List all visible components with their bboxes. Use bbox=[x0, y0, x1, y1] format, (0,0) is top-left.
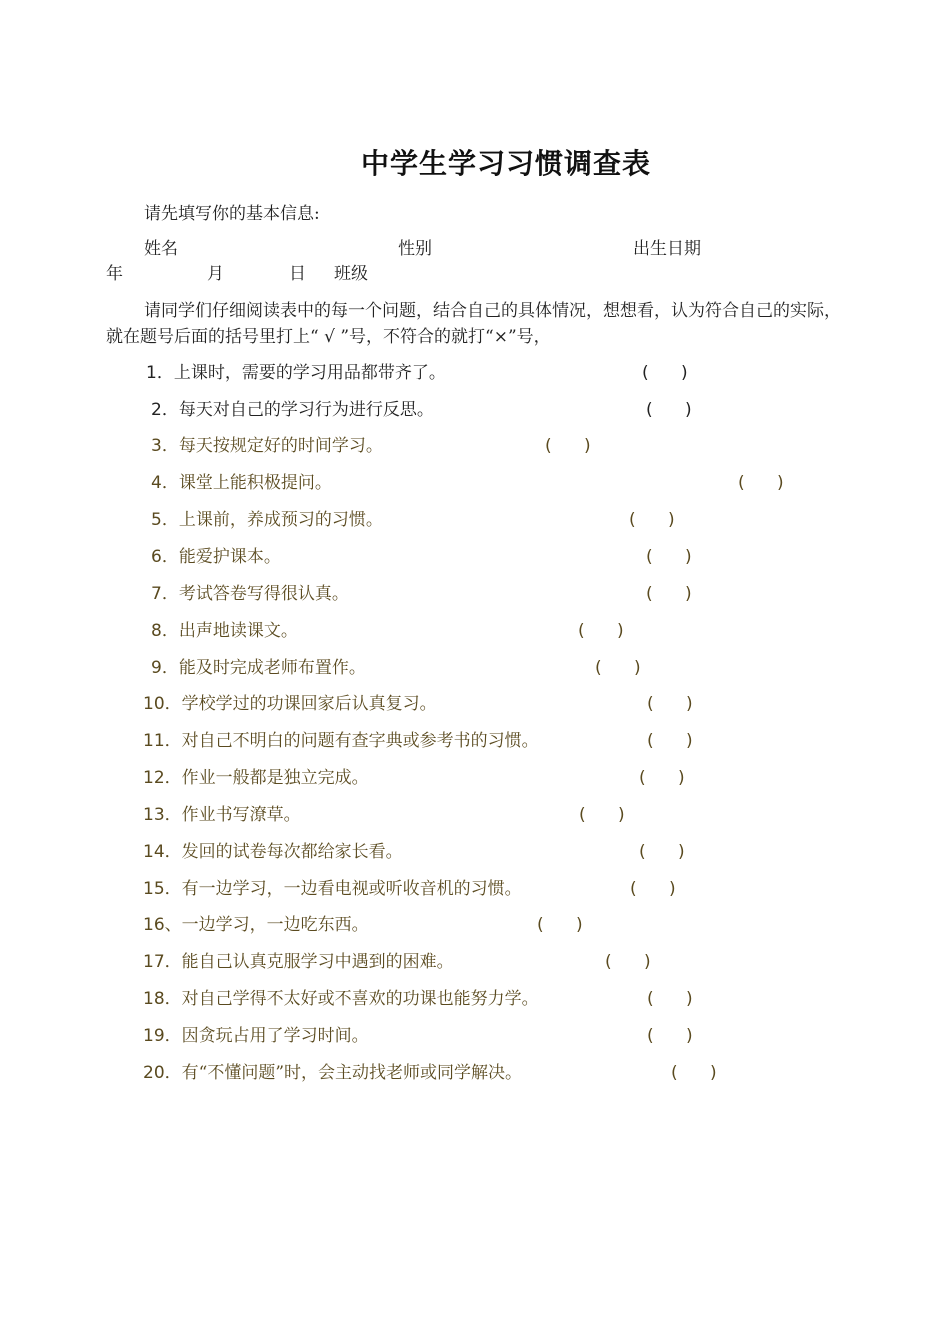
question-text: 作业书写潦草。 bbox=[181, 805, 301, 825]
question-number: 6． bbox=[151, 547, 179, 567]
question-item bbox=[151, 582, 349, 606]
question-item bbox=[143, 877, 522, 901]
answer-parentheses[interactable]: ( ) bbox=[646, 584, 692, 604]
day-label: 日 bbox=[289, 264, 306, 284]
birth-date-label: 出生日期 bbox=[633, 239, 701, 259]
answer-parentheses[interactable]: ( ) bbox=[545, 436, 591, 456]
answer-parentheses[interactable]: ( ) bbox=[579, 805, 625, 825]
question-text: 上课时，需要的学习用品都带齐了。 bbox=[173, 363, 446, 383]
question-number: 19． bbox=[143, 1026, 182, 1046]
question-number: 3． bbox=[151, 436, 179, 456]
question-number: 20． bbox=[143, 1063, 182, 1083]
question-text: 发回的试卷每次都给家长看。 bbox=[181, 842, 403, 862]
answer-parentheses[interactable]: ( ) bbox=[646, 400, 692, 420]
question-number: 2． bbox=[151, 400, 179, 420]
question-text: 每天对自己的学习行为进行反思。 bbox=[178, 400, 434, 420]
question-text: 有“不懂问题”时，会主动找老师或同学解决。 bbox=[181, 1063, 523, 1083]
answer-parentheses[interactable]: ( ) bbox=[647, 989, 693, 1009]
question-number: 8． bbox=[151, 621, 179, 641]
question-text: 一边学习，一边吃东西。 bbox=[181, 915, 369, 935]
question-item bbox=[143, 987, 539, 1011]
question-item bbox=[143, 803, 301, 827]
question-number: 5． bbox=[151, 510, 179, 530]
question-number: 13． bbox=[143, 805, 182, 825]
answer-parentheses[interactable]: ( ) bbox=[738, 473, 784, 493]
question-item bbox=[143, 766, 369, 790]
question-text: 能及时完成老师布置作。 bbox=[178, 658, 366, 678]
question-item bbox=[143, 692, 437, 716]
answer-parentheses[interactable]: ( ) bbox=[629, 510, 675, 530]
question-text: 每天按规定好的时间学习。 bbox=[178, 436, 383, 456]
question-number: 7． bbox=[151, 584, 179, 604]
month-label: 月 bbox=[207, 264, 224, 284]
question-text: 对自己不明白的问题有查字典或参考书的习惯。 bbox=[181, 731, 539, 751]
answer-parentheses[interactable]: ( ) bbox=[671, 1063, 717, 1083]
question-text: 考试答卷写得很认真。 bbox=[178, 584, 349, 604]
question-number: 11． bbox=[143, 731, 182, 751]
intro-text: 请先填写你的基本信息: bbox=[144, 204, 320, 224]
question-item bbox=[151, 656, 366, 680]
question-text: 出声地读课文。 bbox=[178, 621, 298, 641]
question-number: 10． bbox=[143, 694, 182, 714]
question-item bbox=[143, 1061, 522, 1085]
question-number: 14． bbox=[143, 842, 182, 862]
answer-parentheses[interactable]: ( ) bbox=[647, 731, 693, 751]
question-item bbox=[151, 434, 383, 458]
question-item bbox=[143, 950, 454, 974]
question-text: 作业一般都是独立完成。 bbox=[181, 768, 369, 788]
class-label: 班级 bbox=[334, 264, 368, 284]
gender-label: 性别 bbox=[398, 239, 432, 259]
answer-parentheses[interactable]: ( ) bbox=[642, 363, 688, 383]
question-item bbox=[151, 545, 281, 569]
instructions: 请同学们仔细阅读表中的每一个问题，结合自己的具体情况，想想看，认为符合自己的实际，就在题号后面的括号里打上“ √ ”号，不符合的就打“×”号， bbox=[106, 301, 841, 347]
question-text: 因贪玩占用了学习时间。 bbox=[181, 1026, 369, 1046]
question-number: 16、 bbox=[143, 915, 182, 935]
answer-parentheses[interactable]: ( ) bbox=[639, 768, 685, 788]
question-item bbox=[151, 619, 298, 643]
answer-parentheses[interactable]: ( ) bbox=[605, 952, 651, 972]
question-item bbox=[151, 398, 434, 422]
question-text: 课堂上能积极提问。 bbox=[178, 473, 332, 493]
page-title: 中学生学习习惯调查表 bbox=[360, 147, 651, 180]
question-item bbox=[143, 840, 403, 864]
question-number: 4． bbox=[151, 473, 179, 493]
answer-parentheses[interactable]: ( ) bbox=[537, 915, 583, 935]
question-text: 能爱护课本。 bbox=[178, 547, 281, 567]
question-item bbox=[143, 1024, 369, 1048]
question-text: 对自己学得不太好或不喜欢的功课也能努力学。 bbox=[181, 989, 539, 1009]
year-label: 年 bbox=[106, 264, 123, 284]
question-text: 有一边学习，一边看电视或听收音机的习惯。 bbox=[181, 879, 522, 899]
question-number: 12． bbox=[143, 768, 182, 788]
question-item bbox=[143, 913, 369, 937]
answer-parentheses[interactable]: ( ) bbox=[630, 879, 676, 899]
question-item bbox=[146, 361, 446, 385]
question-item bbox=[151, 508, 383, 532]
question-number: 18． bbox=[143, 989, 182, 1009]
question-text: 能自己认真克服学习中遇到的困难。 bbox=[181, 952, 454, 972]
answer-parentheses[interactable]: ( ) bbox=[647, 694, 693, 714]
question-number: 1． bbox=[146, 363, 174, 383]
question-number: 9． bbox=[151, 658, 179, 678]
question-text: 学校学过的功课回家后认真复习。 bbox=[181, 694, 437, 714]
answer-parentheses[interactable]: ( ) bbox=[595, 658, 641, 678]
question-number: 17． bbox=[143, 952, 182, 972]
question-item bbox=[151, 471, 332, 495]
answer-parentheses[interactable]: ( ) bbox=[639, 842, 685, 862]
question-item bbox=[143, 729, 539, 753]
answer-parentheses[interactable]: ( ) bbox=[647, 1026, 693, 1046]
question-number: 15． bbox=[143, 879, 182, 899]
answer-parentheses[interactable]: ( ) bbox=[578, 621, 624, 641]
name-label: 姓名 bbox=[144, 239, 178, 259]
question-text: 上课前，养成预习的习惯。 bbox=[178, 510, 383, 530]
answer-parentheses[interactable]: ( ) bbox=[646, 547, 692, 567]
